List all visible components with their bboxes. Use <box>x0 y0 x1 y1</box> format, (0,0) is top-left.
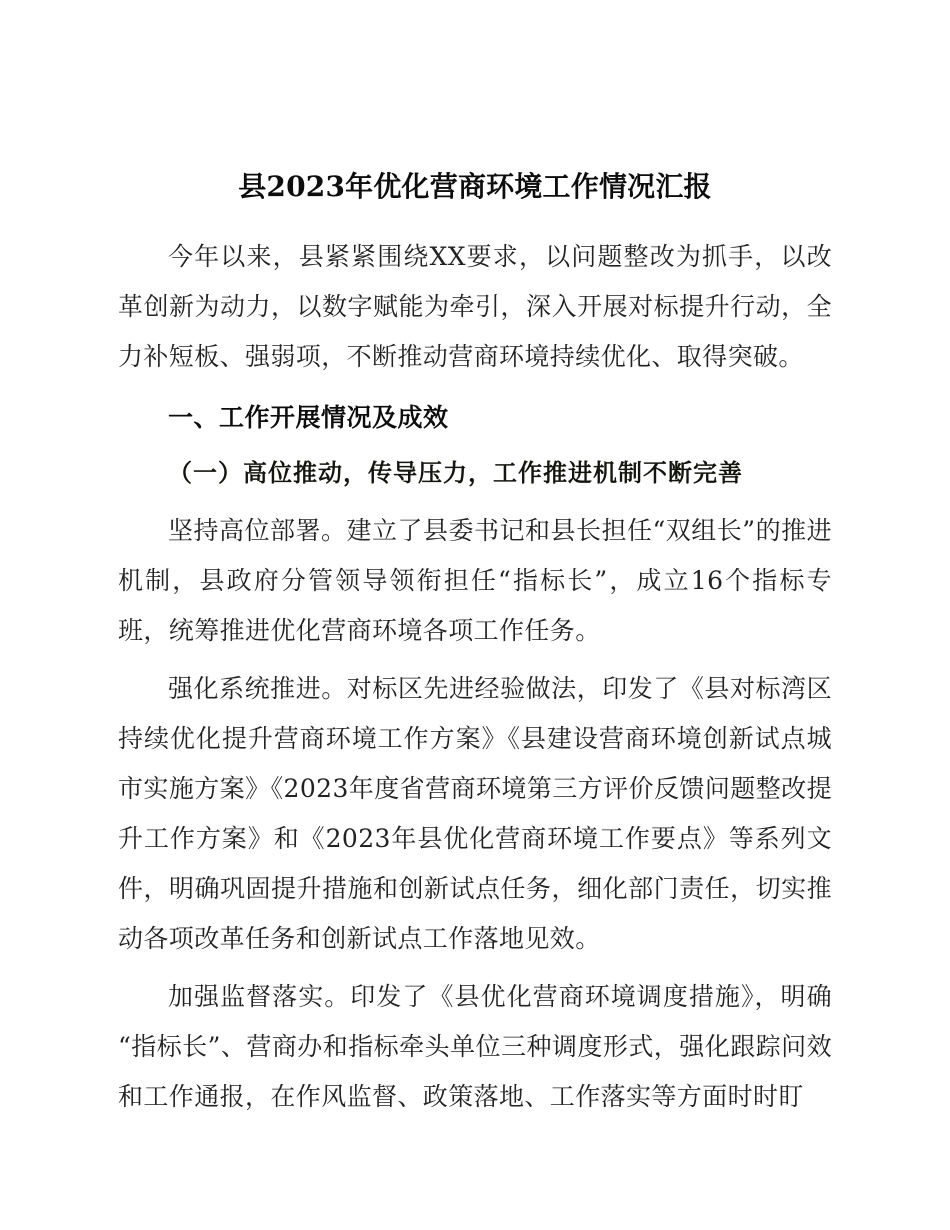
subsection-heading-1: （一）高位推动，传导压力，工作推进机制不断完善 <box>168 458 743 487</box>
spacer-between-paragraphs-2 <box>118 964 832 972</box>
paragraph-systematic-advancement: 强化系统推进。对标区先进经验做法，印发了《县对标湾区持续优化提升营商环境工作方案》《县建设营商环境创新试点城市实施方案》《2023年度省营商环境第三方评价反馈问题整改提升工作方案》和《2023年县优化营商环境工作要点》等系列文件，明确巩固提升措施和创新试点任务，细化部门责任，切实推动各项改革任务和创新试点工作落地见效。 <box>118 674 832 953</box>
section-heading-1: 一、工作开展情况及成效 <box>168 403 449 432</box>
spacer-after-section-heading <box>118 440 832 450</box>
paragraph-supervision-implementation: 加强监督落实。印发了《县优化营商环境调度措施》，明确“指标长”、营商办和指标牵头单位三种调度形式，强化跟踪问效和工作通报，在作风监督、政策落地、工作落实等方面时时盯 <box>118 982 832 1111</box>
spacer-before-section-heading <box>118 382 832 396</box>
spacer-after-subsection-heading <box>118 496 832 506</box>
intro-paragraph: 今年以来，县紧紧围绕XX要求，以问题整改为抓手，以改革创新为动力，以数字赋能为牵引，深入开展对标提升行动，全力补短板、强弱项，不断推动营商环境持续优化、取得突破。 <box>118 242 832 371</box>
paragraph-high-level-deployment: 坚持高位部署。建立了县委书记和县长担任“双组长”的推进机制，县政府分管领导领衔担任“指标长”，成立16个指标专班，统筹推进优化营商环境各项工作任务。 <box>118 516 832 645</box>
spacer-after-title <box>118 204 832 232</box>
spacer-between-paragraphs-1 <box>118 656 832 664</box>
document-content-column <box>118 0 832 1122</box>
page-title: 县2023年优化营商环境工作情况汇报 <box>238 170 712 203</box>
